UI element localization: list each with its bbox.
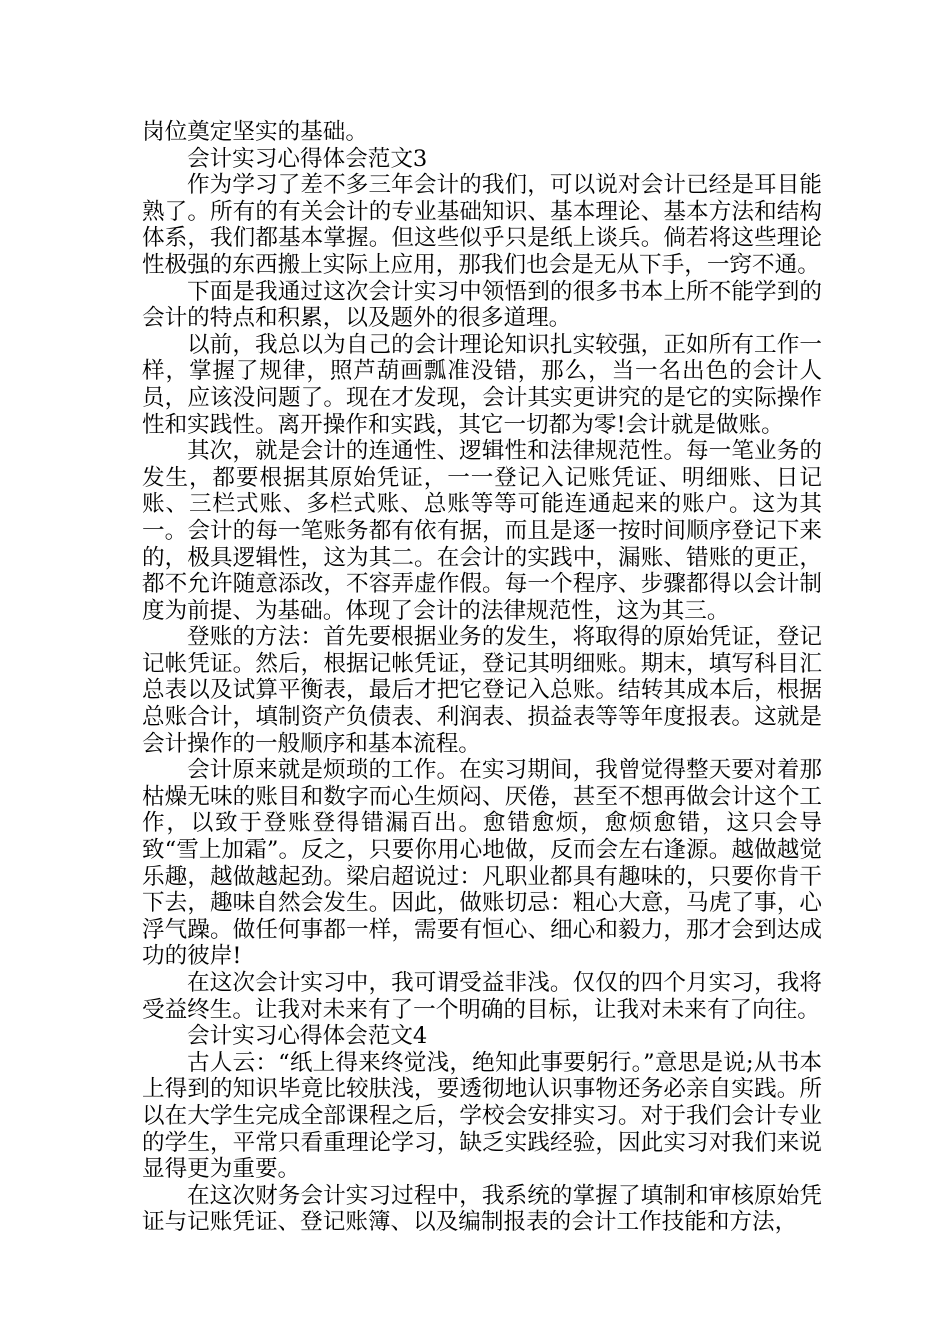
section-4-paragraph-1: 古人云：“纸上得来终觉浅，绝知此事要躬行。”意思是说;从书本上得到的知识毕竟比较肤浅，要透彻地认识事物还务必亲自实践。所以在大学生完成全部课程之后，学校会安排实习。对于我们会计专业的学生，平常只看重理论学习，缺乏实践经验，因此实习对我们来说显得更为重要。 [142,1049,822,1183]
section-3-paragraph-5: 登账的方法：首先要根据业务的发生，将取得的原始凭证，登记记帐凭证。然后，根据记帐凭证，登记其明细账。期末，填写科目汇总表以及试算平衡表，最后才把它登记入总账。结转其成本后，根据总账合计，填制资产负债表、利润表、损益表等等年度报表。这就是会计操作的一般顺序和基本流程。 [142,624,822,757]
section-4-title: 会计实习心得体会范文4 [187,1023,428,1050]
document-page [142,119,822,1236]
section-3-paragraph-7: 在这次会计实习中，我可谓受益非浅。仅仅的四个月实习，我将受益终生。让我对未来有了一个明确的目标，让我对未来有了向往。 [142,970,822,1023]
section-3-paragraph-2: 下面是我通过这次会计实习中领悟到的很多书本上所不能学到的会计的特点和积累，以及题外的很多道理。 [142,278,822,332]
section-3-paragraph-6: 会计原来就是烦琐的工作。在实习期间，我曾觉得整天要对着那枯燥无味的账目和数字而心生烦闷、厌倦，甚至不想再做会计这个工作，以致于登账登得错漏百出。愈错愈烦，愈烦愈错，这只会导致“雪上加霜”。反之，只要你用心地做，反而会左右逢源。越做越觉乐趣，越做越起劲。梁启超说过：凡职业都具有趣味的，只要你肯干下去，趣味自然会发生。因此，做账切忌：粗心大意，马虎了事，心浮气躁。做任何事都一样，需要有恒心、细心和毅力，那才会到达成功的彼岸! [142,757,822,970]
section-4-paragraph-2: 在这次财务会计实习过程中，我系统的掌握了填制和审核原始凭证与记账凭证、登记账簿、以及编制报表的会计工作技能和方法， [142,1182,822,1236]
section-3-paragraph-1: 作为学习了差不多三年会计的我们，可以说对会计已经是耳目能熟了。所有的有关会计的专业基础知识、基本理论、基本方法和结构体系，我们都基本掌握。但这些似乎只是纸上谈兵。倘若将这些理论性极强的东西搬上实际上应用，那我们也会是无从下手，一窍不通。 [142,172,822,278]
section-3-title: 会计实习心得体会范文3 [187,145,428,172]
lead-fragment: 岗位奠定坚实的基础。 [142,119,368,145]
section-3-paragraph-3: 以前，我总以为自己的会计理论知识扎实较强，正如所有工作一样，掌握了规律，照芦葫画瓢准没错，那么，当一名出色的会计人员，应该没问题了。现在才发现，会计其实更讲究的是它的实际操作性和实践性。离开操作和实践，其它一切都为零!会计就是做账。 [142,331,822,438]
section-3-paragraph-4: 其次，就是会计的连通性、逻辑性和法律规范性。每一笔业务的发生，都要根据其原始凭证，一一登记入记账凭证、明细账、日记账、三栏式账、多栏式账、总账等等可能连通起来的账户。这为其一。会计的每一笔账务都有依有据，而且是逐一按时间顺序登记下来的，极具逻辑性，这为其二。在会计的实践中，漏账、错账的更正，都不允许随意添改，不容弄虚作假。每一个程序、步骤都得以会计制度为前提、为基础。体现了会计的法律规范性，这为其三。 [142,438,822,624]
